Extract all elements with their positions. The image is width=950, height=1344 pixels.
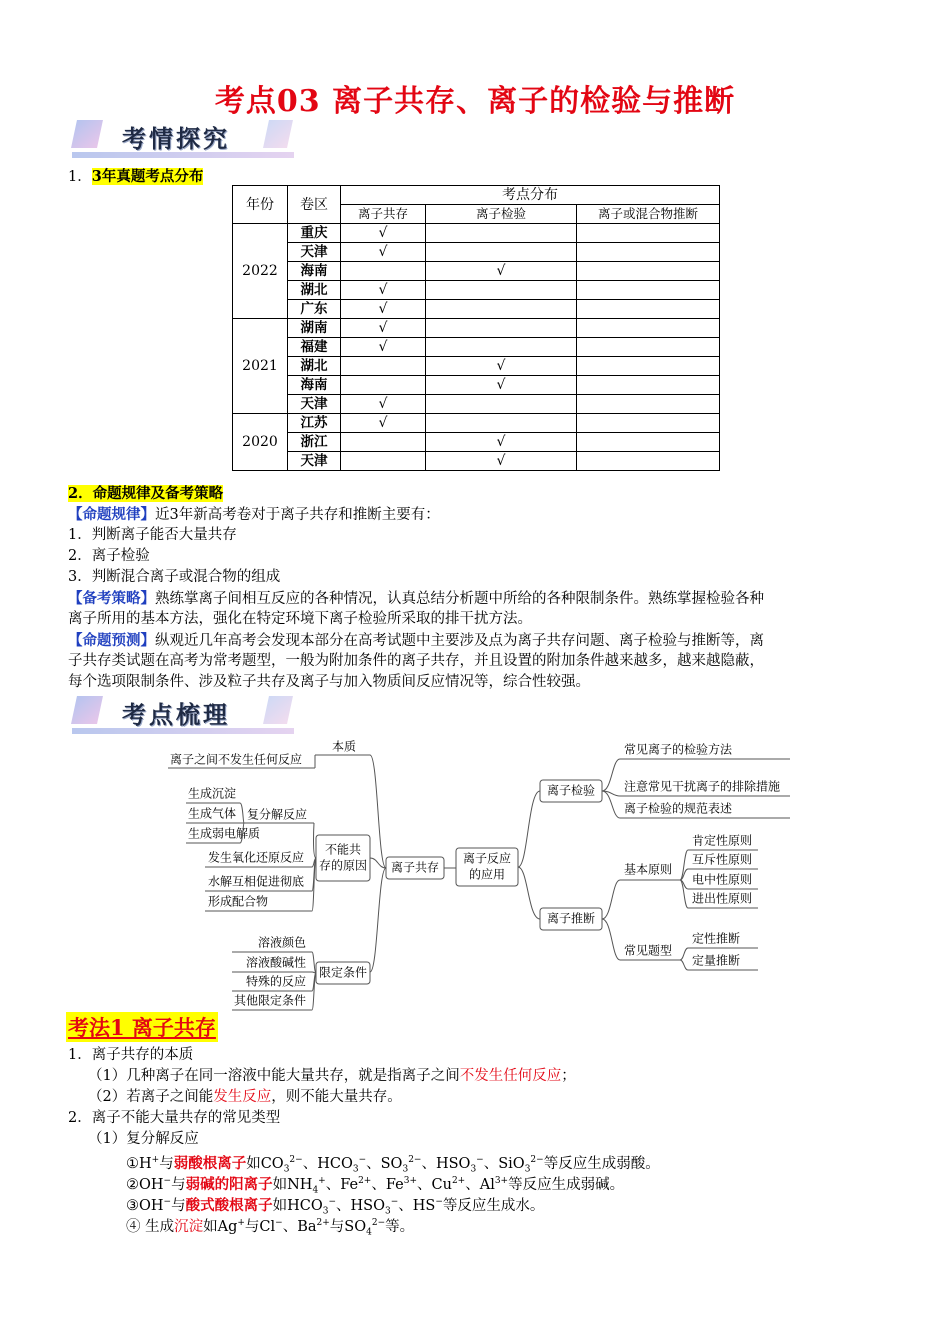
- leaf-jianyan: 离子检验的规范表述: [624, 801, 733, 816]
- table-row: [233, 414, 720, 433]
- year-cell: 2022: [233, 224, 288, 319]
- table-row: [233, 395, 720, 414]
- table-row: [233, 376, 720, 395]
- table-row: [233, 262, 720, 281]
- leaf-jiben: 电中性原则: [692, 872, 753, 887]
- node-jianyan: 离子检验: [546, 783, 596, 798]
- method-heading: 考法1 离子共存: [66, 1012, 218, 1042]
- check-cell: [577, 224, 720, 243]
- connector-curve: [602, 759, 620, 791]
- mind-map: [0, 730, 950, 1015]
- connector-curve: [518, 867, 540, 919]
- banner-decor: [71, 120, 103, 148]
- predict-paragraph-cont: 每个选项限制条件、涉及粒子共存及离子与加入物质间反应情况等，综合性较强。: [68, 674, 590, 690]
- body-line: 2．离子不能大量共存的常见类型: [68, 1110, 281, 1126]
- table-row: [233, 338, 720, 357]
- leaf-jianyan: 常见离子的检验方法: [624, 742, 733, 757]
- check-cell: [577, 452, 720, 471]
- check-cell: [426, 414, 577, 433]
- check-cell: [426, 395, 577, 414]
- leaf-fujie: 生成弱电解质: [188, 826, 261, 841]
- paper-cell: 海南: [288, 376, 341, 395]
- table-row: [233, 319, 720, 338]
- node-benzhi: 本质: [332, 739, 357, 754]
- header-paper: 卷区: [288, 186, 341, 224]
- paper-cell: 广东: [288, 300, 341, 319]
- leaf-reason: 形成配合物: [208, 894, 269, 909]
- check-cell: √: [426, 357, 577, 376]
- body-line: ②OH−与弱碱的阳离子如$NH_4^+$、$Fe^{2+}$、$Fe^{3+}$、$Cu^{2+}$、$Al^{3+}$等反应生成弱碱。: [126, 1175, 625, 1196]
- header-col-infer: 离子或混合物推断: [577, 205, 720, 224]
- paper-cell: 天津: [288, 395, 341, 414]
- check-cell: [426, 243, 577, 262]
- list-item: 2．离子检验: [68, 548, 150, 564]
- table-row: [233, 243, 720, 262]
- page-title: 考点03 离子共存、离子的检验与推断: [214, 84, 736, 119]
- leaf-fujie: 生成气体: [188, 806, 237, 821]
- node-root: 离子反应: [462, 851, 512, 866]
- table-row: [233, 300, 720, 319]
- body-line: （1）几种离子在同一溶液中能大量共存，就是指离子之间不发生任何反应；: [88, 1068, 576, 1084]
- rule-paragraph: 【命题规律】近3年新高考卷对于离子共存和推断主要有：: [68, 506, 440, 523]
- header-col-coexist: 离子共存: [341, 205, 426, 224]
- body-line: （1）复分解反应: [88, 1131, 199, 1147]
- body-line: ③OH−与酸式酸根离子如$HCO_3^-$、$HSO_3^-$、HS−等反应生成水。: [126, 1196, 545, 1217]
- banner-text: 考点梳理: [122, 701, 230, 729]
- check-cell: [577, 281, 720, 300]
- banner-decor: [263, 120, 293, 148]
- check-cell: [577, 338, 720, 357]
- paper-cell: 福建: [288, 338, 341, 357]
- check-cell: [426, 338, 577, 357]
- node-reason: 不能共: [324, 842, 362, 857]
- connector-curve: [312, 952, 316, 973]
- node-fujie: 复分解反应: [247, 807, 308, 822]
- body-line: ④ 生成沉淀如Ag+与Cl−、$Ba^{2+}$与$SO_4^{2-}$等。: [126, 1218, 415, 1238]
- node-xianding: 限定条件: [318, 965, 368, 980]
- header-distribution: 考点分布: [341, 186, 720, 205]
- node-root: 的应用: [468, 867, 506, 882]
- leaf-tixing: 定性推断: [692, 931, 741, 946]
- body-line: （2）若离子之间能发生反应，则不能大量共存。: [88, 1089, 402, 1105]
- table-row: [233, 281, 720, 300]
- connector-curve: [680, 960, 688, 970]
- leaf-jiben: 肯定性原则: [692, 833, 753, 848]
- paper-cell: 天津: [288, 452, 341, 471]
- banner-decor: [71, 696, 103, 724]
- check-cell: [577, 376, 720, 395]
- check-cell: √: [341, 414, 426, 433]
- leaf-xianding: 溶液酸碱性: [246, 955, 307, 970]
- leaf-tixing: 定量推断: [692, 953, 741, 968]
- leaf-fujie: 生成沉淀: [188, 786, 237, 801]
- check-cell: [341, 433, 426, 452]
- check-cell: [577, 262, 720, 281]
- body-line: ①H+与弱酸根离子如$CO_3^{2-}$、$HCO_3^-$、$SO_3^{2-}$、$HSO_3^-$、SiO$_3^{2-}$等反应生成弱酸。: [126, 1154, 660, 1175]
- section-1-heading: 1．3年真题考点分布: [68, 168, 204, 185]
- check-cell: [577, 300, 720, 319]
- paper-cell: 江苏: [288, 414, 341, 433]
- check-cell: [341, 357, 426, 376]
- check-cell: [577, 243, 720, 262]
- predict-paragraph-cont: 子共存类试题在高考为常考题型，一般为附加条件的离子共存，并且设置的附加条件越来越多，越来越隐蔽，: [68, 653, 764, 669]
- connector-curve: [680, 948, 688, 960]
- node-tixing: 常见题型: [624, 943, 673, 958]
- connector-curve: [602, 791, 620, 818]
- check-cell: [341, 376, 426, 395]
- leaf-jiben: 互斥性原则: [692, 852, 753, 867]
- leaf-reason: 水解互相促进彻底: [208, 874, 305, 889]
- section-2-heading: 2．命题规律及备考策略: [68, 485, 224, 502]
- section-banner-kaoqing: [72, 118, 294, 158]
- section-1-label: 3年真题考点分布: [91, 168, 204, 185]
- check-cell: √: [341, 300, 426, 319]
- exam-distribution-table: [232, 185, 720, 471]
- header-col-test: 离子检验: [426, 205, 577, 224]
- check-cell: [426, 224, 577, 243]
- check-cell: [577, 319, 720, 338]
- year-cell: 2020: [233, 414, 288, 471]
- connector-curve: [602, 919, 620, 960]
- check-cell: √: [426, 376, 577, 395]
- strategy-paragraph: 【备考策略】熟练掌离子间相互反应的各种情况，认真总结分析题中所给的各种限制条件。熟练掌握检验各种: [68, 590, 764, 607]
- check-cell: [426, 281, 577, 300]
- banner-text: 考情探究: [122, 125, 230, 153]
- node-reason: 存的原因: [318, 858, 368, 873]
- leaf-benzhi: 离子之间不发生任何反应: [170, 752, 303, 767]
- connector-curve: [370, 868, 386, 972]
- paper-cell: 天津: [288, 243, 341, 262]
- paper-cell: 重庆: [288, 224, 341, 243]
- body-line: 1．离子共存的本质: [68, 1047, 194, 1063]
- paper-cell: 湖北: [288, 357, 341, 376]
- check-cell: √: [426, 433, 577, 452]
- connector-curve: [370, 755, 386, 868]
- check-cell: √: [341, 338, 426, 357]
- check-cell: [426, 300, 577, 319]
- header-year: 年份: [233, 186, 288, 224]
- year-cell: 2021: [233, 319, 288, 414]
- leaf-xianding: 特殊的反应: [246, 974, 307, 989]
- node-jiben: 基本原则: [624, 862, 673, 877]
- node-tuiduan: 离子推断: [546, 911, 596, 926]
- leaf-xianding: 溶液颜色: [258, 935, 307, 950]
- check-cell: √: [341, 243, 426, 262]
- check-cell: √: [341, 319, 426, 338]
- check-cell: [341, 262, 426, 281]
- connector-curve: [602, 880, 620, 919]
- paper-cell: 湖南: [288, 319, 341, 338]
- paper-cell: 湖北: [288, 281, 341, 300]
- banner-decor: [263, 696, 293, 724]
- table-row: [233, 433, 720, 452]
- leaf-jianyan: 注意常见干扰离子的排除措施: [624, 779, 781, 794]
- leaf-xianding: 其他限定条件: [234, 993, 307, 1008]
- table-row: [233, 224, 720, 243]
- node-gongcun: 离子共存: [390, 860, 440, 875]
- paper-cell: 浙江: [288, 433, 341, 452]
- check-cell: [577, 395, 720, 414]
- check-cell: [577, 433, 720, 452]
- section-2-label: 命题规律及备考策略: [92, 485, 224, 502]
- check-cell: √: [341, 224, 426, 243]
- check-cell: √: [426, 452, 577, 471]
- check-cell: [577, 414, 720, 433]
- check-cell: √: [426, 262, 577, 281]
- table-row: [233, 357, 720, 376]
- leaf-reason: 发生氧化还原反应: [208, 850, 305, 865]
- leaf-jiben: 进出性原则: [692, 891, 753, 906]
- section-banner-kaodian: [72, 694, 294, 734]
- table-row: [233, 452, 720, 471]
- check-cell: [341, 452, 426, 471]
- check-cell: √: [341, 395, 426, 414]
- list-item: 1．判断离子能否大量共存: [68, 527, 237, 543]
- connector-curve: [518, 791, 540, 867]
- list-item: 3．判断混合离子或混合物的组成: [68, 569, 281, 585]
- check-cell: [577, 357, 720, 376]
- check-cell: [426, 319, 577, 338]
- paper-cell: 海南: [288, 262, 341, 281]
- strategy-paragraph-cont: 离子所用的基本方法，强化在特定环境下离子检验所采取的排干扰方法。: [68, 611, 532, 627]
- check-cell: √: [341, 281, 426, 300]
- connector-curve: [240, 803, 244, 823]
- predict-paragraph: 【命题预测】纵观近几年高考会发现本部分在高考试题中主要涉及点为离子共存问题、离子检验与推断等，离: [68, 632, 764, 649]
